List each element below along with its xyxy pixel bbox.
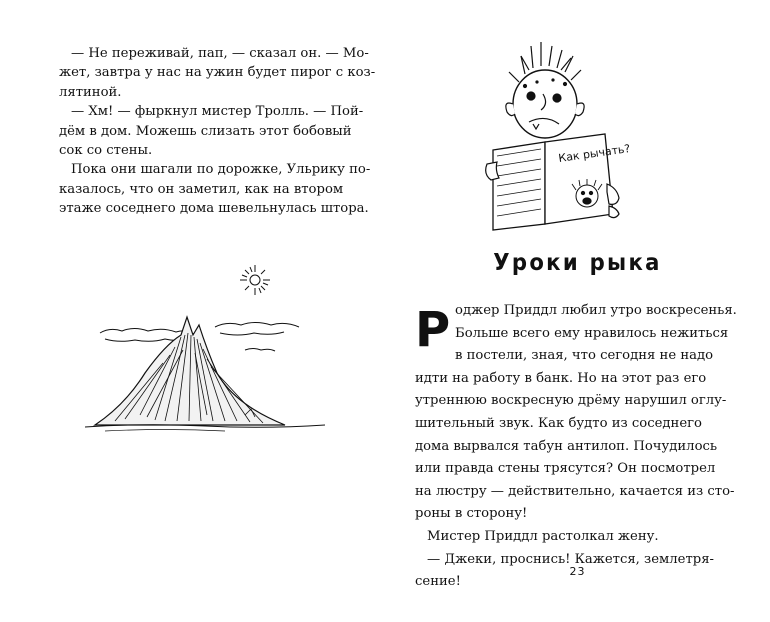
right-page-text — [415, 300, 745, 594]
page-number: 23 — [569, 565, 586, 578]
text-line: дём в дом. Можешь слизать этот бобовый — [59, 123, 352, 139]
text-line: или правда стены трясутся? Он посмотрел — [415, 461, 716, 477]
text-line: — Джеки, проснись! Кажется, землетря- — [427, 551, 714, 567]
text-line: сок со стены. — [59, 143, 153, 159]
text-line: дома вырвался табун антилоп. Почудилось — [415, 438, 718, 454]
text-line: лятиной. — [59, 84, 122, 100]
book-cover-text: Как рычать? — [557, 142, 632, 165]
text-line: оджер Приддл любил утро воскресенья. — [455, 303, 737, 318]
troll-reading-illustration — [485, 34, 635, 234]
text-line: сение! — [415, 574, 461, 590]
text-line: утреннюю воскресную дрёму нарушил оглу- — [415, 393, 727, 409]
left-page-text — [59, 44, 377, 219]
chapter-title: Уроки рыка — [493, 250, 662, 276]
drop-cap: Р — [415, 302, 451, 358]
text-line: на люстру — действительно, качается из сто- — [415, 483, 735, 499]
text-line: этаже соседнего дома шевельнулась штора. — [59, 201, 369, 217]
text-line: в постели, зная, что сегодня не надо — [455, 348, 714, 364]
text-line: шительный звук. Как будто из соседнего — [415, 415, 702, 431]
text-line: казалось, что он заметил, как на втором — [59, 181, 344, 197]
volcano-shape — [85, 317, 325, 431]
text-line: Пока они шагали по дорожке, Ульрику по- — [71, 162, 371, 178]
text-line: роны в сторону! — [415, 506, 528, 522]
text-line: Мистер Приддл растолкал жену. — [427, 528, 659, 544]
text-line: — Не переживай, пап, — сказал он. — Мо- — [71, 46, 369, 61]
text-line: — Хм! — фыркнул мистер Тролль. — Пой- — [71, 104, 364, 120]
right-page — [385, 0, 770, 622]
text-line: Больше всего ему нравилось нежиться — [455, 325, 729, 341]
text-line: жет, завтра у нас на ужин будет пирог с коз- — [59, 65, 376, 81]
volcano-illustration — [85, 255, 325, 455]
text-line: идти на работу в банк. Но на этот раз его — [415, 370, 707, 386]
sun-icon — [240, 265, 270, 295]
